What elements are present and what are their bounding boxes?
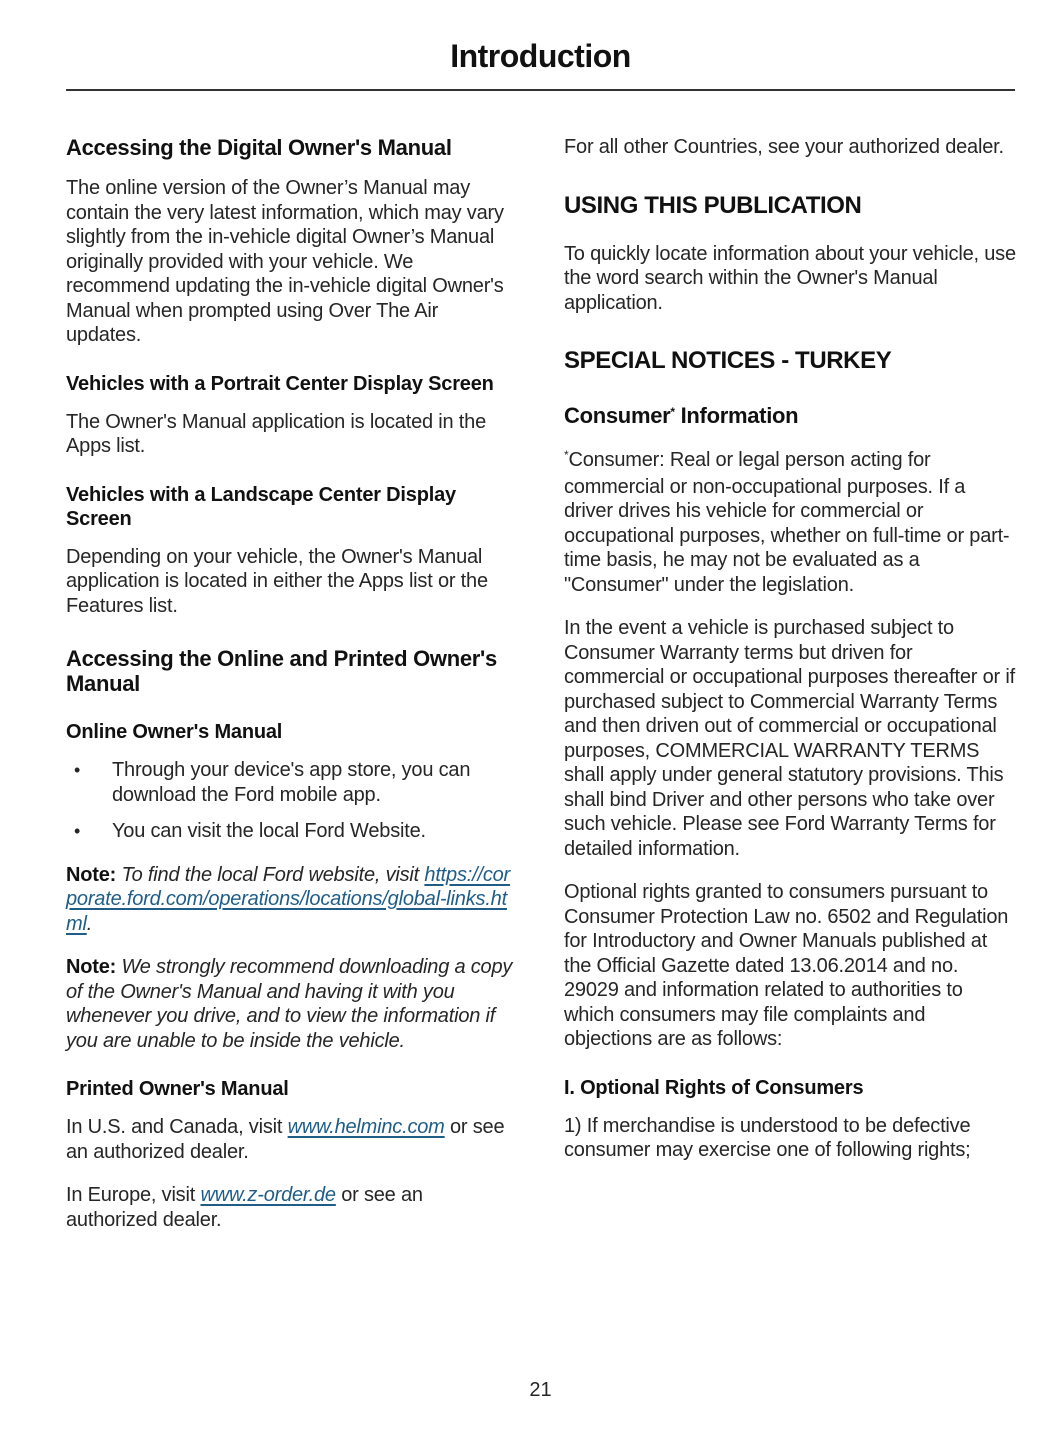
paragraph-warranty-terms: In the event a vehicle is purchased subject to Consumer Warranty terms but driven for commercial or occupational purposes thereafter or if purchased subject to Commercial Warranty Terms and then driven out of commercial or occupational purposes, COMMERCIAL WARRANTY TERMS shall apply under general statutory provisions. This shall bind Driver and other persons who take over such vehicle. Please see Ford Warranty Terms for detailed information. <box>564 617 1015 860</box>
link-helminc[interactable]: www.helminc.com <box>287 1116 445 1138</box>
bullet-marker-icon: • <box>74 760 81 780</box>
paragraph-consumer-definition <box>564 448 1016 597</box>
bullet-marker-icon: • <box>74 821 81 841</box>
paragraph-portrait-display: The Owner's Manual application is located in the Apps list. <box>66 410 487 457</box>
list-item <box>66 758 518 807</box>
page-footer <box>66 1379 1015 1448</box>
page-title: Introduction <box>450 38 631 74</box>
link-z-order[interactable]: www.z-order.de <box>200 1184 336 1206</box>
note-text-suffix: . <box>86 912 93 935</box>
note-text: To find the local Ford website, visit <box>116 863 425 886</box>
link-ford-global-links[interactable]: https://corporate.ford.com/operations/locations/global-links.html <box>66 863 511 935</box>
heading-accessing-digital-manual: Accessing the Digital Owner's Manual <box>66 135 452 160</box>
paragraph-other-countries: For all other Countries, see your authorized dealer. <box>564 136 1004 158</box>
note-download-copy <box>66 955 518 1053</box>
heading-using-this-publication: USING THIS PUBLICATION <box>564 191 862 219</box>
paragraph-digital-manual: The online version of the Owner’s Manual may contain the very latest information, which may vary slightly from the in-vehicle digital Owner’s Manual originally provided with your vehicle. We recommend updating the in-vehicle digital Owner's Manual when prompted using Over The Air updates. <box>66 177 504 346</box>
heading-portrait-display: Vehicles with a Portrait Center Display Screen <box>66 372 494 395</box>
note-text: We strongly recommend downloading a copy of the Owner's Manual and having it with you whenever you drive, and to view the information if you are unable to be inside the vehicle. <box>66 956 513 1052</box>
paragraph-us-canada <box>66 1115 518 1164</box>
left-column <box>66 135 518 1379</box>
paragraph-optional-rights-law: Optional rights granted to consumers pursuant to Consumer Protection Law no. 6502 and Regulation for Introductory and Owner Manuals published at the Official Gazette dated 13.06.2014 and no. 29029 and information related to authorities to which consumers may file complaints and objections are as follows: <box>564 881 1009 1050</box>
text-before-link: In U.S. and Canada, visit <box>66 1116 288 1138</box>
bullet-text: You can visit the local Ford Website. <box>112 820 426 842</box>
text-before-link: In Europe, visit <box>66 1184 201 1206</box>
title-divider <box>66 89 1015 91</box>
heading-special-notices-turkey: SPECIAL NOTICES - TURKEY <box>564 347 892 374</box>
note-local-website <box>66 863 518 937</box>
text-after-link: or see an authorized dealer. <box>66 1184 423 1231</box>
note-label: Note: <box>66 956 117 978</box>
heading-landscape-display: Vehicles with a Landscape Center Display Screen <box>66 483 456 530</box>
heading-online-manual: Online Owner's Manual <box>66 721 283 743</box>
note-label: Note: <box>66 863 117 886</box>
asterisk-superscript: * <box>564 448 569 462</box>
bullet-text: Through your device's app store, you can download the Ford mobile app. <box>112 759 471 806</box>
online-manual-bullet-list <box>66 758 518 844</box>
paragraph-defective-merchandise: 1) If merchandise is understood to be defective consumer may exercise one of following rights; <box>564 1114 971 1161</box>
paragraph-europe <box>66 1183 518 1232</box>
text-after-link: or see an authorized dealer. <box>66 1116 505 1163</box>
paragraph-landscape-display: Depending on your vehicle, the Owner's Manual application is located in either the Apps list or the Features list. <box>66 545 488 617</box>
heading-text: Information <box>674 403 799 428</box>
asterisk-superscript: * <box>670 405 675 419</box>
paragraph-word-search: To quickly locate information about your vehicle, use the word search within the Owner's Manual application. <box>564 242 1016 314</box>
heading-consumer-information <box>564 403 1016 432</box>
list-item <box>66 819 518 844</box>
page-number: 21 <box>529 1379 552 1401</box>
right-column <box>564 135 1016 1379</box>
two-column-layout <box>66 135 1015 1379</box>
heading-accessing-online-printed: Accessing the Online and Printed Owner's Manual <box>66 646 497 696</box>
heading-printed-manual: Printed Owner's Manual <box>66 1078 289 1100</box>
heading-text: Consumer <box>564 403 671 428</box>
heading-optional-rights-consumers: I. Optional Rights of Consumers <box>564 1076 864 1099</box>
paragraph-text: Consumer: Real or legal person acting for commercial or non-occupational purposes. If a driver drives his vehicle for commercial or occupational purposes, whether on full-time or part-time basis, he may not be evaluated as a "Consumer" under the legislation. <box>564 449 1010 596</box>
